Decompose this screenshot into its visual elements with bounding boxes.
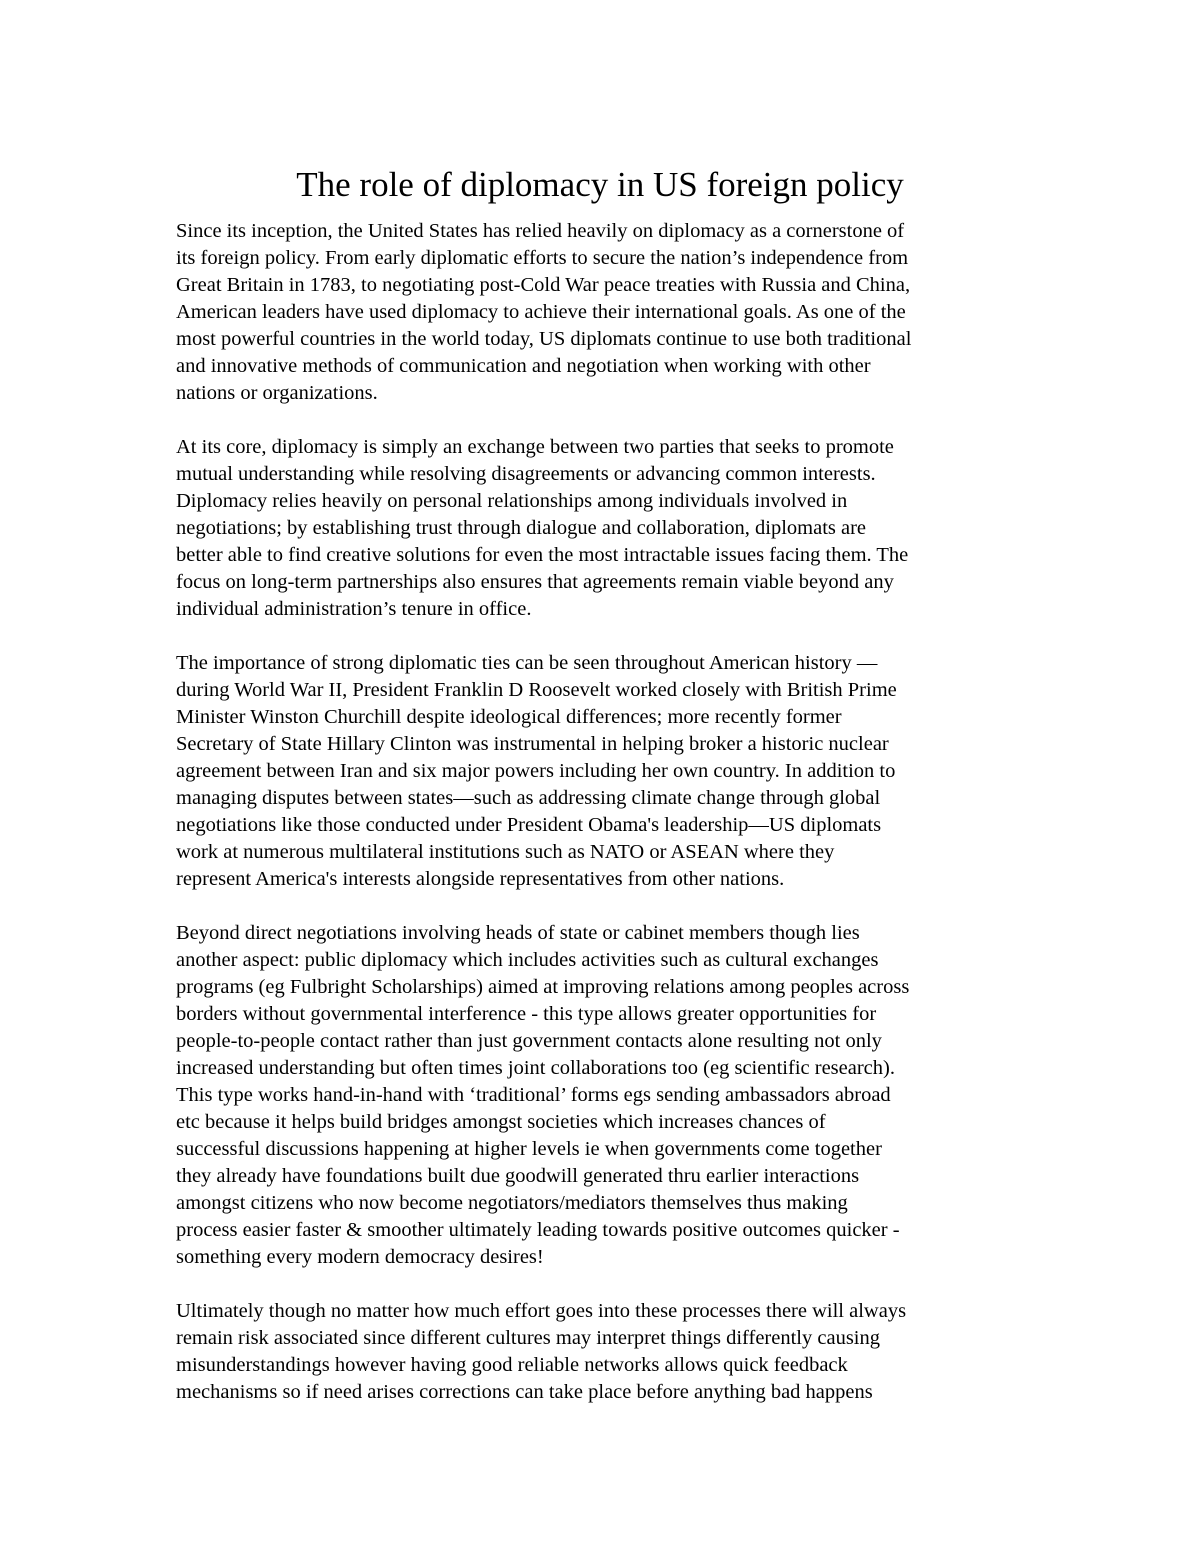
text-line: successful discussions happening at higher levels ie when governments come together xyxy=(176,1138,882,1160)
text-line: work at numerous multilateral institutions such as NATO or ASEAN where they xyxy=(176,841,835,863)
text-line: represent America's interests alongside representatives from other nations. xyxy=(176,868,785,890)
text-line: Beyond direct negotiations involving heads of state or cabinet members though lies xyxy=(176,922,860,944)
text-line: negotiations; by establishing trust through dialogue and collaboration, diplomats are xyxy=(176,517,867,539)
text-line: borders without governmental interference - this type allows greater opportunities for xyxy=(176,1003,877,1025)
text-line: they already have foundations built due goodwill generated thru earlier interactions xyxy=(176,1165,860,1187)
text-line: and innovative methods of communication and negotiation when working with other xyxy=(176,355,871,377)
paragraph-2 xyxy=(176,434,1036,623)
text-line: focus on long-term partnerships also ensures that agreements remain viable beyond any xyxy=(176,571,894,593)
text-line: something every modern democracy desires! xyxy=(176,1246,544,1268)
text-line: mechanisms so if need arises corrections can take place before anything bad happens xyxy=(176,1381,873,1403)
text-line: individual administration’s tenure in office. xyxy=(176,598,532,620)
text-line: process easier faster & smoother ultimately leading towards positive outcomes quicker - xyxy=(176,1219,900,1241)
text-line: Since its inception, the United States has relied heavily on diplomacy as a cornerstone of xyxy=(176,220,905,242)
text-line: Ultimately though no matter how much effort goes into these processes there will always xyxy=(176,1300,907,1322)
text-line: programs (eg Fulbright Scholarships) aimed at improving relations among peoples across xyxy=(176,976,910,998)
text-line: during World War II, President Franklin D Roosevelt worked closely with British Prime xyxy=(176,679,897,701)
text-line: managing disputes between states—such as addressing climate change through global xyxy=(176,787,881,809)
text-line: agreement between Iran and six major powers including her own country. In addition to xyxy=(176,760,896,782)
document-title: The role of diplomacy in US foreign policy xyxy=(296,165,904,204)
paragraph-5 xyxy=(176,1298,1036,1406)
text-line: misunderstandings however having good reliable networks allows quick feedback xyxy=(176,1354,848,1376)
text-line: amongst citizens who now become negotiators/mediators themselves thus making xyxy=(176,1192,848,1214)
paragraph-3 xyxy=(176,650,1036,893)
text-line: negotiations like those conducted under President Obama's leadership—US diplomats xyxy=(176,814,882,836)
text-line: most powerful countries in the world today, US diplomats continue to use both traditional xyxy=(176,328,912,350)
text-line: The importance of strong diplomatic ties can be seen throughout American history — xyxy=(176,652,878,674)
text-line: mutual understanding while resolving disagreements or advancing common interests. xyxy=(176,463,876,485)
text-line: Secretary of State Hillary Clinton was instrumental in helping broker a historic nuclear xyxy=(176,733,889,755)
text-line: Minister Winston Churchill despite ideological differences; more recently former xyxy=(176,706,842,728)
text-line: its foreign policy. From early diplomatic efforts to secure the nation’s independence from xyxy=(176,247,909,269)
text-line: At its core, diplomacy is simply an exchange between two parties that seeks to promote xyxy=(176,436,894,458)
text-line: nations or organizations. xyxy=(176,382,378,404)
text-line: etc because it helps build bridges amongst societies which increases chances of xyxy=(176,1111,826,1133)
text-line: Great Britain in 1783, to negotiating post-Cold War peace treaties with Russia and China, xyxy=(176,274,911,296)
text-line: Diplomacy relies heavily on personal relationships among individuals involved in xyxy=(176,490,848,512)
paragraph-1 xyxy=(176,218,1036,407)
text-line: This type works hand-in-hand with ‘traditional’ forms egs sending ambassadors abroad xyxy=(176,1084,891,1106)
document-body xyxy=(176,218,1036,1433)
text-line: American leaders have used diplomacy to achieve their international goals. As one of the xyxy=(176,301,906,323)
paragraph-4 xyxy=(176,920,1036,1271)
text-line: people-to-people contact rather than just government contacts alone resulting not only xyxy=(176,1030,882,1052)
text-line: better able to find creative solutions for even the most intractable issues facing them. The xyxy=(176,544,909,566)
text-line: increased understanding but often times joint collaborations too (eg scientific research). xyxy=(176,1057,895,1079)
text-line: remain risk associated since different cultures may interpret things differently causing xyxy=(176,1327,880,1349)
text-line: another aspect: public diplomacy which includes activities such as cultural exchanges xyxy=(176,949,879,971)
